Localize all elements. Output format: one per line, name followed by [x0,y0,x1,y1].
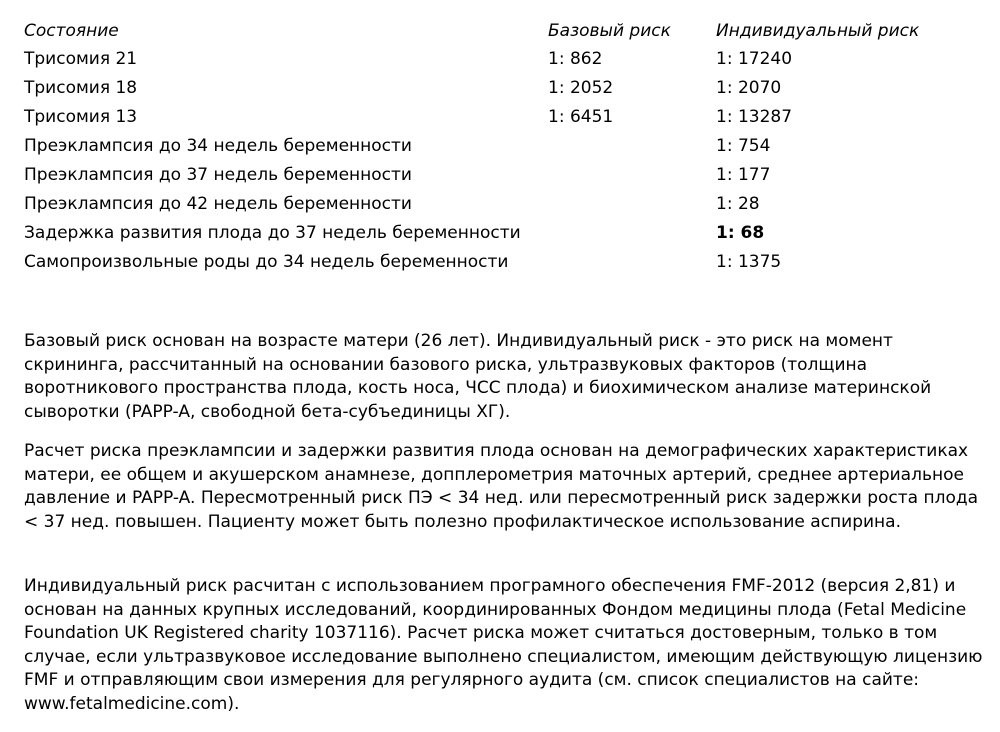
row-condition: Трисомия 13 [24,107,138,127]
table-row [24,135,984,164]
base-risk-explanation [24,330,984,424]
header-individual-risk: Индивидуальный риск [716,21,920,41]
row-base-risk [548,135,716,164]
row-individual-risk: 1: 2070 [716,78,782,98]
risk-table [24,20,984,280]
header-condition: Состояние [24,21,119,41]
paragraph-text: Расчет риска преэклампсии и задержки развития плода основан на демографических характеристиках матери, ее общем и акушерском анамнезе, допплерометрия маточных артерий, среднее артериальное давление и PAPP-A. Пересмотренный риск ПЭ < 34 нед. или пересмотренный риск задержки роста плода < 37 нед. повышен. Пациенту может быть полезно профилактическое использование аспирина. [24,441,979,532]
row-base-risk: 1: 862 [548,49,603,69]
row-individual-risk: 1: 13287 [716,107,793,127]
row-individual-risk: 1: 17240 [716,49,793,69]
row-condition: Трисомия 18 [24,78,138,98]
row-base-risk [548,164,716,193]
row-condition: Задержка развития плода до 37 недель беременности [24,223,521,243]
row-base-risk [548,251,716,280]
row-base-risk [548,193,716,222]
row-individual-risk: 1: 28 [716,194,760,214]
row-condition: Преэклампсия до 42 недель беременности [24,194,412,214]
row-individual-risk-highlighted: 1: 68 [716,223,765,243]
table-row [24,77,984,106]
row-base-risk [548,222,716,251]
table-row [24,164,984,193]
paragraph-text: Индивидуальный риск расчитан с использованием програмного обеспечения FMF-2012 (версия 2,81) и основан на данных крупных исследований, координированных Фондом медицины плода (Fetal Medicine Foundation UK Registered charity 1037116). Расчет риска может считаться достоверным, только в том случае, если ультразвуковое исследование выполнено специалистом, имеющим действующую лицензию FMF и отправляющим свои измерения для регулярного аудита (см. список специалистов на сайте: www.fetalmedicine.com). [24,576,983,714]
row-condition: Трисомия 21 [24,49,138,69]
table-header-row [24,20,984,48]
row-individual-risk: 1: 754 [716,136,771,156]
row-condition: Преэклампсия до 37 недель беременности [24,165,412,185]
software-disclaimer [24,575,984,716]
row-base-risk: 1: 2052 [548,78,614,98]
table-row [24,193,984,222]
row-condition: Самопроизвольные роды до 34 недель беременности [24,252,509,272]
row-individual-risk: 1: 1375 [716,252,782,272]
table-row [24,48,984,77]
row-condition: Преэклампсия до 34 недель беременности [24,136,412,156]
table-row [24,251,984,280]
row-individual-risk: 1: 177 [716,165,771,185]
table-row [24,222,984,251]
preeclampsia-explanation [24,440,984,534]
paragraph-text: Базовый риск основан на возрасте матери (26 лет). Индивидуальный риск - это риск на момент скрининга, рассчитанный на основании базового риска, ультразвуковых факторов (толщина воротникового пространства плода, кость носа, ЧСС плода) и биохимическом анализе материнской сыворотки (PAPP-A, свободной бета-субъединицы ХГ). [24,331,932,422]
table-row [24,106,984,135]
row-base-risk: 1: 6451 [548,107,614,127]
header-base-risk: Базовый риск [548,21,671,41]
